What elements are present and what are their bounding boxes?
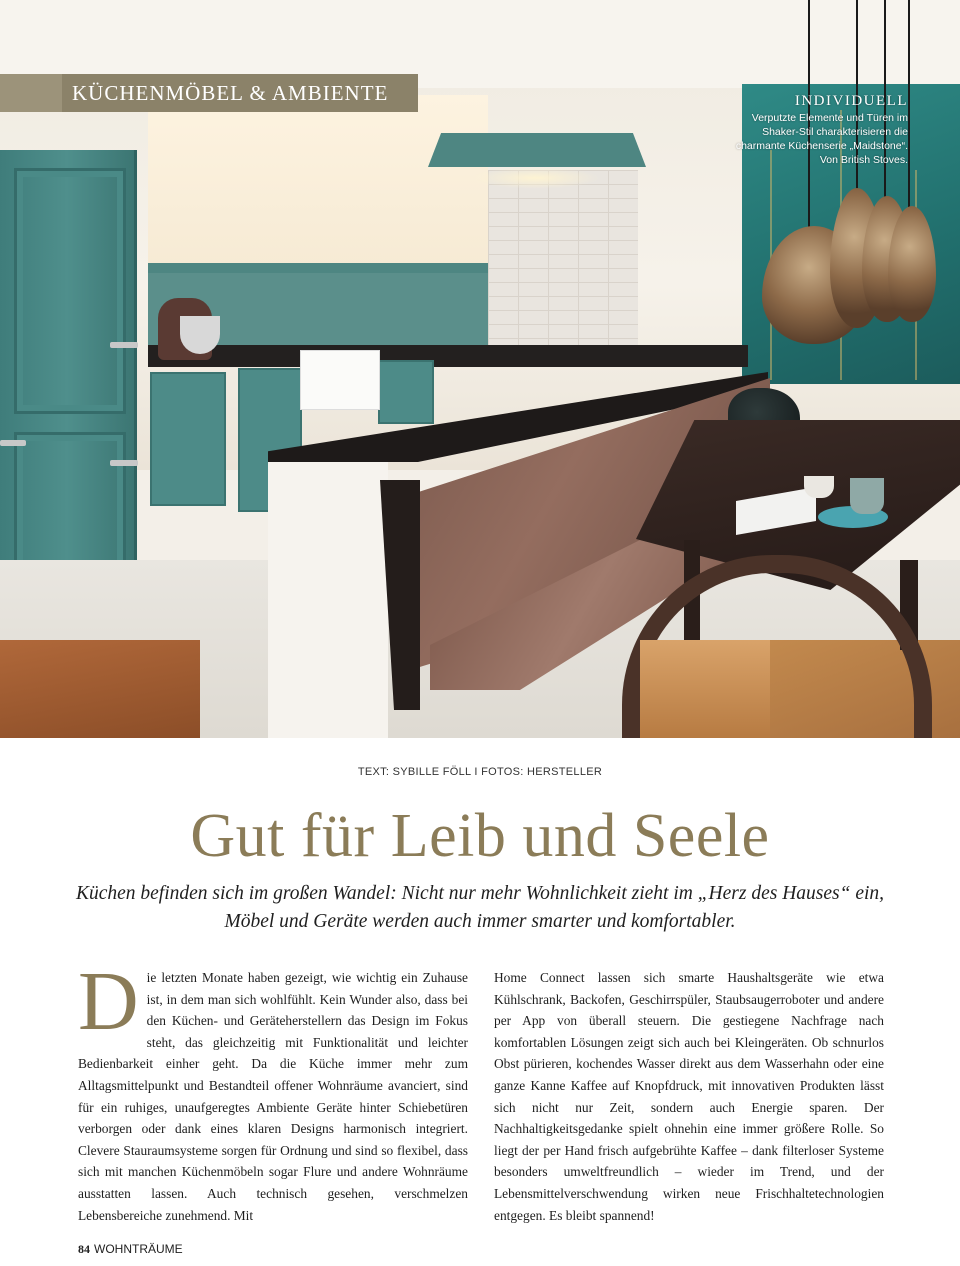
fridge-door-lower	[14, 432, 126, 578]
coffee-cup	[850, 478, 884, 514]
base-cabinet	[378, 360, 434, 424]
magazine-name: WOHNTRÄUME	[94, 1242, 183, 1256]
island-side	[268, 456, 388, 738]
lamp-cord	[908, 0, 910, 210]
hood-light	[470, 167, 600, 189]
extractor-hood	[428, 133, 646, 167]
fridge-handle	[110, 342, 138, 348]
folio	[78, 1242, 183, 1257]
section-label-bar	[0, 74, 62, 112]
worktop	[148, 345, 748, 367]
section-label-text: KÜCHENMÖBEL & AMBIENTE	[72, 81, 389, 105]
body-column-right: Home Connect lassen sich smarte Haushaltsgeräte wie etwa Kühlschrank, Backofen, Geschirrspüler, Staubsaugerroboter und andere per App von überall steuern. Die gestiegene Nachfrage nach komfortablen Lösungen zeigt sich auch bei Kleingeräten. Ob schnurlos Obst pürieren, kochendes Wasser direkt aus dem Wasserhahn oder eine ganze Kanne Kaffee auf Knopfdruck, mit innovativen Produkten lässt sich nicht nur Zeit, sondern auch Energie sparen. Der Nachhaltigkeitsgedanke spielt ohnehin eine immer größere Rolle. So liegt der per Hand frisch aufgebrühte Kaffee – dank filterloser Systeme besonders umweltfreundlich – wieder im Trend, und der Lebensmittelverschwendung wirken neue Frischhaltetechnologien entgegen. Es bleibt spannend!	[494, 970, 884, 1223]
wood-floor	[0, 640, 200, 738]
open-shelf	[148, 263, 488, 273]
sugar-bowl	[804, 476, 834, 498]
tiled-wall	[488, 170, 638, 345]
byline-credit: TEXT: SYBILLE FÖLL I FOTOS: HERSTELLER	[357, 766, 603, 778]
chair-seat	[640, 640, 770, 738]
lit-niche	[148, 95, 488, 275]
drop-cap: D	[78, 955, 139, 1048]
fridge-door-upper	[14, 168, 126, 414]
photo-caption	[728, 92, 908, 167]
section-label	[0, 74, 418, 112]
body-text-left: ie letzten Monate haben gezeigt, wie wichtig ein Zuhause ist, in dem man sich wohlfühlt. Kein Wunder also, dass bei den Küchen- und Geräteherstellern das Design im Fokus steht, das gleichzeitig mit Funktionalität und leichter Bedienbarkeit einher geht. Da die Küche immer mehr zum Alltagsmittelpunkt und Bestandteil offener Wohnräume avanciert, sind für ein ruhiges, unaufgeregtes Ambiente Geräte hinter Schiebetüren verborgen oder dank eines klaren Designs harmonisch integriert. Clevere Stauraumsysteme sorgen für Ordnung und sind so flexibel, dass sich mit manchen Küchenmöbeln sogar Flure und andere Wohnräume ausstatten lassen. Auch technisch gesehen, verschmelzen Lebensbereiche zunehmend. Mit	[78, 970, 468, 1223]
base-cabinet	[150, 372, 226, 506]
caption-title: INDIVIDUELL	[794, 93, 908, 109]
page-number: 84	[78, 1242, 90, 1256]
ceramic-sink	[300, 350, 380, 410]
body-column-left	[78, 955, 468, 1226]
fridge-handle	[0, 440, 26, 446]
headline: Gut für Leib und Seele	[190, 802, 770, 870]
fridge-handle	[110, 460, 138, 466]
deck-intro: Küchen befinden sich im großen Wandel: Nicht nur mehr Wohnlichkeit zieht im „Herz des Hauses“ ein, Möbel und Geräte werden auch immer smarter und komfortabler.	[75, 883, 885, 932]
caption-text: Verputzte Elemente und Türen im Shaker-Stil charakterisieren die charmante Küchenserie „Maidstone“. Von British Stoves.	[735, 112, 908, 166]
